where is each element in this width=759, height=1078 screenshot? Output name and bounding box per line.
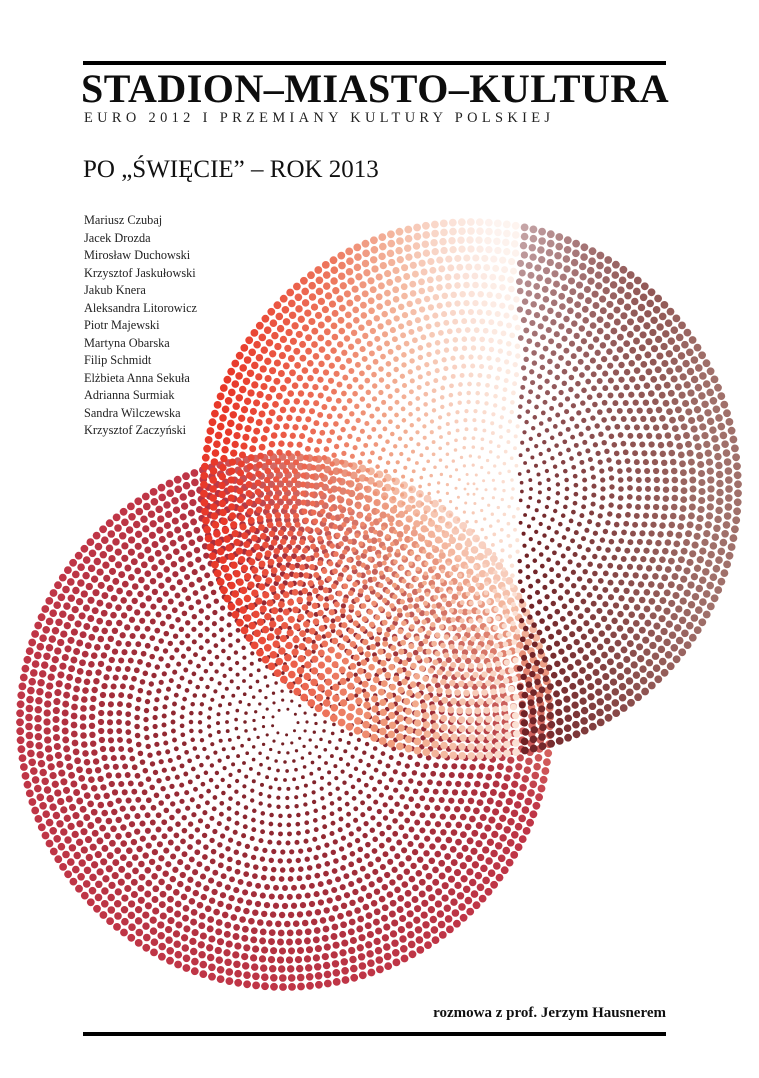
cover-subtitle: EURO 2012 I PRZEMIANY KULTURY POLSKIEJ (84, 110, 555, 126)
author-name: Mariusz Czubaj (84, 213, 163, 227)
author-name: Sandra Wilczewska (84, 405, 181, 420)
author-name: Elżbieta Anna Sekuła (84, 370, 190, 385)
author-name: Jacek Drozda (84, 230, 151, 245)
issue-title: PO „ŚWIĘCIE” – ROK 2013 (83, 156, 379, 183)
authors-list (84, 212, 197, 440)
author-name: Filip Schmidt (84, 353, 152, 367)
author-name: Krzysztof Jaskułowski (84, 265, 196, 280)
author-name: Adrianna Surmiak (84, 388, 175, 402)
author-name: Krzysztof Zaczyński (84, 423, 187, 437)
author-name: Jakub Knera (84, 283, 146, 297)
cover-title: STADION–MIASTO–KULTURA (81, 66, 670, 111)
author-name: Mirosław Duchowski (84, 248, 191, 262)
author-name: Martyna Obarska (84, 335, 170, 350)
interview-credit: rozmowa z prof. Jerzym Hausnerem (433, 1005, 666, 1021)
author-name: Aleksandra Litorowicz (84, 300, 198, 315)
author-name: Piotr Majewski (84, 318, 160, 332)
